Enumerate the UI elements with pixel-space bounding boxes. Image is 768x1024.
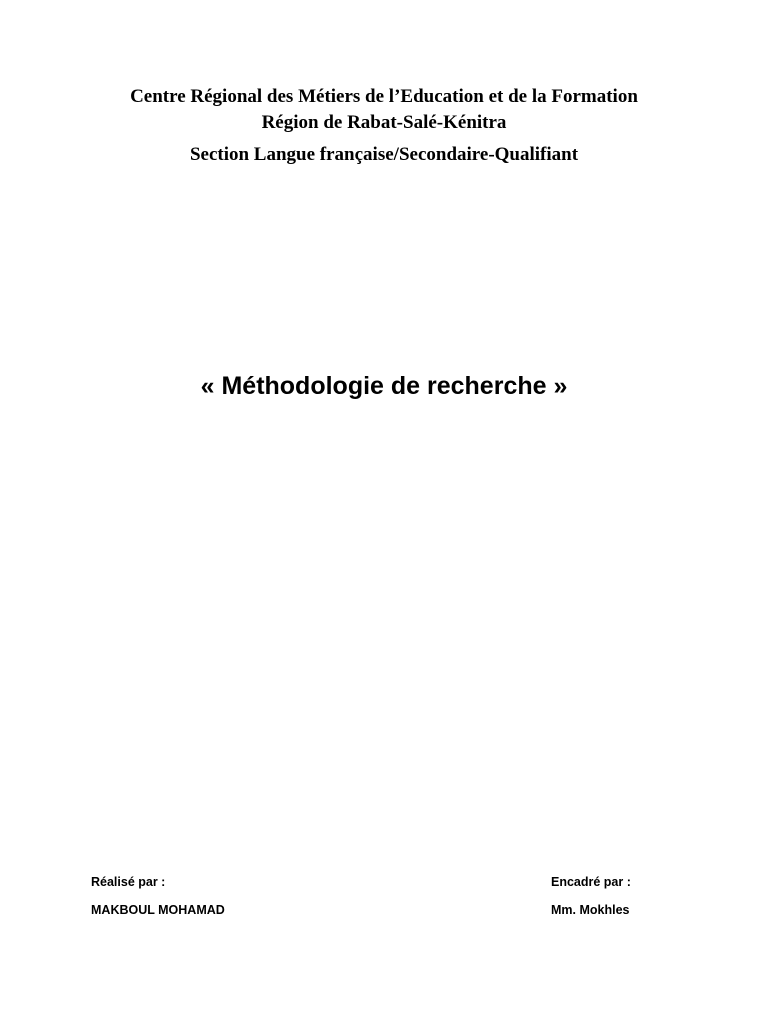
supervisor-label: Encadré par : xyxy=(551,875,631,889)
author-name: MAKBOUL MOHAMAD xyxy=(91,903,225,917)
document-title: « Méthodologie de recherche » xyxy=(200,372,568,400)
author-label: Réalisé par : xyxy=(91,875,166,889)
section-name: Section Langue française/Secondaire-Qualifiant xyxy=(189,144,579,165)
institution-name: Centre Régional des Métiers de l’Education et de la Formation xyxy=(130,86,638,107)
region-name: Région de Rabat-Salé-Kénitra xyxy=(261,112,507,133)
institution-header xyxy=(0,84,768,168)
supervisor-name: Mm. Mokhles xyxy=(551,903,630,917)
